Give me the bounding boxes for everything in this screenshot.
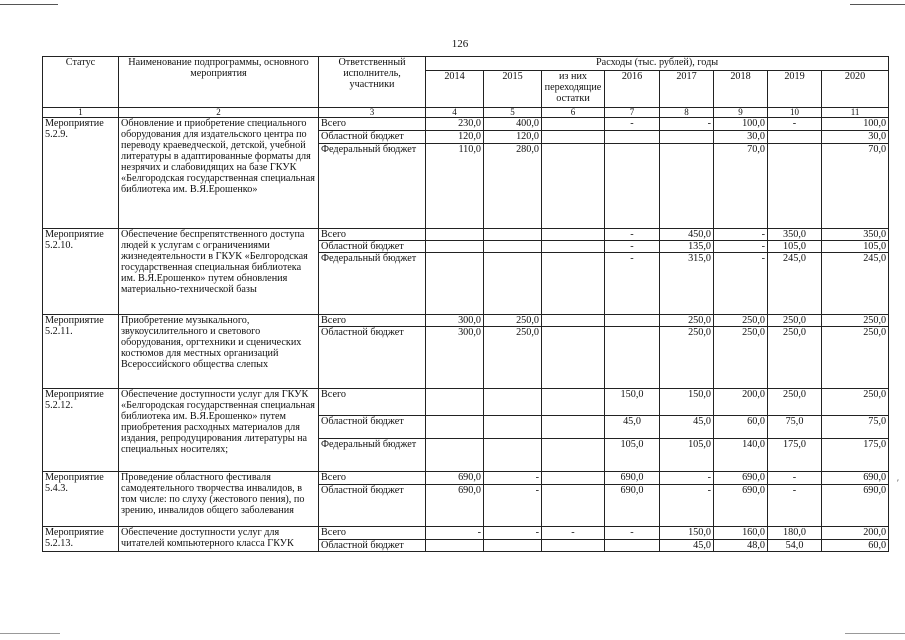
amount-cell	[426, 416, 484, 439]
executor-cell: Областной бюджет	[319, 485, 426, 527]
amount-cell: 280,0	[484, 144, 542, 229]
header-year: 2015	[484, 71, 542, 108]
measure-name: Проведение областного фестиваля самодеятельного творчества инвалидов, в том числе: по слуху (жестового пения), по зрению, инвалидов общего заболевания	[119, 472, 319, 527]
amount-cell	[768, 144, 822, 229]
amount-cell	[605, 540, 660, 552]
amount-cell: 690,0	[426, 472, 484, 485]
amount-cell: 180,0	[768, 527, 822, 540]
amount-cell: -	[768, 485, 822, 527]
amount-cell: 30,0	[822, 131, 889, 144]
amount-cell: 250,0	[768, 315, 822, 327]
amount-cell	[542, 241, 605, 253]
amount-cell: 30,0	[714, 131, 768, 144]
table-row	[43, 118, 889, 131]
amount-cell: 105,0	[768, 241, 822, 253]
amount-cell	[484, 540, 542, 552]
executor-cell: Областной бюджет	[319, 327, 426, 389]
table-row	[43, 315, 889, 327]
amount-cell: 105,0	[605, 439, 660, 472]
executor-cell: Всего	[319, 229, 426, 241]
executor-cell: Областной бюджет	[319, 241, 426, 253]
measure-name: Обеспечение беспрепятственного доступа людей к услугам с ограничениями жизнедеятельности в ГКУК «Белгородская государственная специальная библиотека им. В.Я.Ерошенко» путем обновления материально-технической базы	[119, 229, 319, 315]
amount-cell	[542, 118, 605, 131]
amount-cell: 105,0	[822, 241, 889, 253]
bottom-rule-right	[845, 633, 905, 634]
amount-cell: -	[714, 253, 768, 315]
amount-cell: 690,0	[714, 472, 768, 485]
amount-cell: 45,0	[605, 416, 660, 439]
executor-cell: Федеральный бюджет	[319, 253, 426, 315]
measure-status: Мероприятие 5.2.10.	[43, 229, 119, 315]
amount-cell: 100,0	[714, 118, 768, 131]
amount-cell: -	[426, 527, 484, 540]
amount-cell: 315,0	[660, 253, 714, 315]
executor-cell: Всего	[319, 527, 426, 540]
amount-cell: -	[484, 527, 542, 540]
amount-cell: 250,0	[660, 327, 714, 389]
amount-cell	[484, 241, 542, 253]
amount-cell: 45,0	[660, 540, 714, 552]
amount-cell: 250,0	[822, 389, 889, 416]
amount-cell: 245,0	[822, 253, 889, 315]
executor-cell: Областной бюджет	[319, 540, 426, 552]
amount-cell: -	[660, 118, 714, 131]
column-number: 11	[822, 108, 889, 118]
column-number: 3	[319, 108, 426, 118]
amount-cell: 690,0	[605, 472, 660, 485]
table-row	[43, 389, 889, 416]
header-status: Статус	[43, 57, 119, 108]
amount-cell	[605, 131, 660, 144]
amount-cell: 300,0	[426, 327, 484, 389]
amount-cell: 48,0	[714, 540, 768, 552]
amount-cell: -	[768, 118, 822, 131]
amount-cell	[542, 416, 605, 439]
page-number: 126	[451, 38, 469, 50]
amount-cell	[484, 389, 542, 416]
margin-mark: ′	[897, 478, 899, 488]
amount-cell: 250,0	[484, 315, 542, 327]
header-row-top	[43, 57, 889, 71]
amount-cell: 45,0	[660, 416, 714, 439]
amount-cell: -	[605, 229, 660, 241]
amount-cell: 250,0	[714, 327, 768, 389]
amount-cell: -	[542, 527, 605, 540]
amount-cell	[542, 315, 605, 327]
header-year: 2014	[426, 71, 484, 108]
amount-cell	[542, 253, 605, 315]
column-number: 2	[119, 108, 319, 118]
amount-cell	[605, 144, 660, 229]
measure-status: Мероприятие 5.2.12.	[43, 389, 119, 472]
amount-cell: 175,0	[768, 439, 822, 472]
amount-cell: 250,0	[660, 315, 714, 327]
bottom-rule-left	[0, 633, 60, 634]
amount-cell: 250,0	[768, 327, 822, 389]
amount-cell: 690,0	[605, 485, 660, 527]
amount-cell	[426, 229, 484, 241]
executor-cell: Всего	[319, 315, 426, 327]
amount-cell	[768, 131, 822, 144]
amount-cell: 175,0	[822, 439, 889, 472]
amount-cell	[426, 439, 484, 472]
amount-cell: -	[768, 472, 822, 485]
executor-cell: Областной бюджет	[319, 416, 426, 439]
amount-cell: 450,0	[660, 229, 714, 241]
amount-cell: 250,0	[484, 327, 542, 389]
amount-cell: 690,0	[822, 485, 889, 527]
executor-cell: Всего	[319, 389, 426, 416]
amount-cell: 250,0	[822, 315, 889, 327]
column-number: 1	[43, 108, 119, 118]
amount-cell: 120,0	[484, 131, 542, 144]
column-number: 8	[660, 108, 714, 118]
executor-cell: Всего	[319, 118, 426, 131]
amount-cell: 54,0	[768, 540, 822, 552]
amount-cell: -	[660, 472, 714, 485]
amount-cell	[542, 389, 605, 416]
amount-cell	[542, 131, 605, 144]
column-number: 10	[768, 108, 822, 118]
column-number-row	[43, 108, 889, 118]
amount-cell: 250,0	[768, 389, 822, 416]
header-expenses: Расходы (тыс. рублей), годы	[426, 57, 889, 71]
measure-status: Мероприятие 5.2.13.	[43, 527, 119, 552]
amount-cell: -	[605, 253, 660, 315]
column-number: 5	[484, 108, 542, 118]
amount-cell	[484, 416, 542, 439]
amount-cell	[542, 144, 605, 229]
header-executor: Ответственный исполнитель, участники	[319, 57, 426, 108]
amount-cell: 60,0	[822, 540, 889, 552]
amount-cell: 70,0	[822, 144, 889, 229]
amount-cell: 150,0	[605, 389, 660, 416]
measure-name: Обеспечение доступности услуг для читателей компьютерного класса ГКУК	[119, 527, 319, 552]
measure-status: Мероприятие 5.2.11.	[43, 315, 119, 389]
amount-cell: 350,0	[822, 229, 889, 241]
amount-cell	[605, 327, 660, 389]
top-rule-right	[850, 4, 905, 5]
amount-cell: 400,0	[484, 118, 542, 131]
measure-status: Мероприятие 5.4.3.	[43, 472, 119, 527]
amount-cell: -	[660, 485, 714, 527]
executor-cell: Областной бюджет	[319, 131, 426, 144]
amount-cell: 75,0	[822, 416, 889, 439]
amount-cell	[542, 485, 605, 527]
amount-cell: 200,0	[822, 527, 889, 540]
amount-cell	[426, 540, 484, 552]
header-year: 2018	[714, 71, 768, 108]
budget-table	[42, 56, 889, 552]
amount-cell: -	[605, 241, 660, 253]
amount-cell: 150,0	[660, 527, 714, 540]
amount-cell	[484, 439, 542, 472]
amount-cell: 75,0	[768, 416, 822, 439]
amount-cell: 135,0	[660, 241, 714, 253]
amount-cell	[605, 315, 660, 327]
amount-cell: 100,0	[822, 118, 889, 131]
amount-cell: 105,0	[660, 439, 714, 472]
column-number: 6	[542, 108, 605, 118]
amount-cell	[542, 439, 605, 472]
table-row	[43, 527, 889, 540]
amount-cell: 250,0	[822, 327, 889, 389]
amount-cell: 140,0	[714, 439, 768, 472]
header-year: 2017	[660, 71, 714, 108]
amount-cell	[542, 540, 605, 552]
amount-cell: 60,0	[714, 416, 768, 439]
amount-cell	[426, 389, 484, 416]
amount-cell	[426, 253, 484, 315]
measure-status: Мероприятие 5.2.9.	[43, 118, 119, 229]
top-rule-left	[0, 4, 58, 5]
amount-cell: 200,0	[714, 389, 768, 416]
amount-cell: 230,0	[426, 118, 484, 131]
amount-cell: 690,0	[426, 485, 484, 527]
header-year: 2019	[768, 71, 822, 108]
amount-cell: 70,0	[714, 144, 768, 229]
header-year: из них переходящие остатки	[542, 71, 605, 108]
column-number: 9	[714, 108, 768, 118]
measure-name: Приобретение музыкального, звукоусилительного и светового оборудования, оргтехники и сценических костюмов для местных организаций Всероссийского общества слепых	[119, 315, 319, 389]
amount-cell	[542, 229, 605, 241]
amount-cell: 300,0	[426, 315, 484, 327]
amount-cell: 690,0	[714, 485, 768, 527]
column-number: 7	[605, 108, 660, 118]
amount-cell: 160,0	[714, 527, 768, 540]
amount-cell: -	[714, 229, 768, 241]
amount-cell: -	[605, 527, 660, 540]
amount-cell	[426, 241, 484, 253]
amount-cell: 110,0	[426, 144, 484, 229]
column-number: 4	[426, 108, 484, 118]
executor-cell: Всего	[319, 472, 426, 485]
table-row	[43, 472, 889, 485]
header-year: 2016	[605, 71, 660, 108]
amount-cell	[660, 131, 714, 144]
measure-name: Обновление и приобретение специального оборудования для издательского центра по переводу краеведческой, детской, учебной литературы в адаптированные форматы для незрячих и слабовидящих на базе ГКУК «Белгородская государственная специальная библиотека им. В.Я.Ерошенко»	[119, 118, 319, 229]
amount-cell	[484, 229, 542, 241]
header-year: 2020	[822, 71, 889, 108]
amount-cell	[484, 253, 542, 315]
amount-cell: 150,0	[660, 389, 714, 416]
amount-cell: 120,0	[426, 131, 484, 144]
amount-cell: 250,0	[714, 315, 768, 327]
header-name: Наименование подпрограммы, основного мероприятия	[119, 57, 319, 108]
measure-name: Обеспечение доступности услуг для ГКУК «Белгородская государственная специальная библиотека им. В.Я.Ерошенко» путем приобретения расходных материалов для издания, репродуцирования литературы на специальных носителях;	[119, 389, 319, 472]
amount-cell: -	[484, 472, 542, 485]
amount-cell	[542, 472, 605, 485]
amount-cell: 350,0	[768, 229, 822, 241]
amount-cell	[660, 144, 714, 229]
executor-cell: Федеральный бюджет	[319, 144, 426, 229]
amount-cell: -	[714, 241, 768, 253]
amount-cell: -	[484, 485, 542, 527]
table-row	[43, 229, 889, 241]
amount-cell: 245,0	[768, 253, 822, 315]
amount-cell	[542, 327, 605, 389]
executor-cell: Федеральный бюджет	[319, 439, 426, 472]
amount-cell: 690,0	[822, 472, 889, 485]
amount-cell: -	[605, 118, 660, 131]
